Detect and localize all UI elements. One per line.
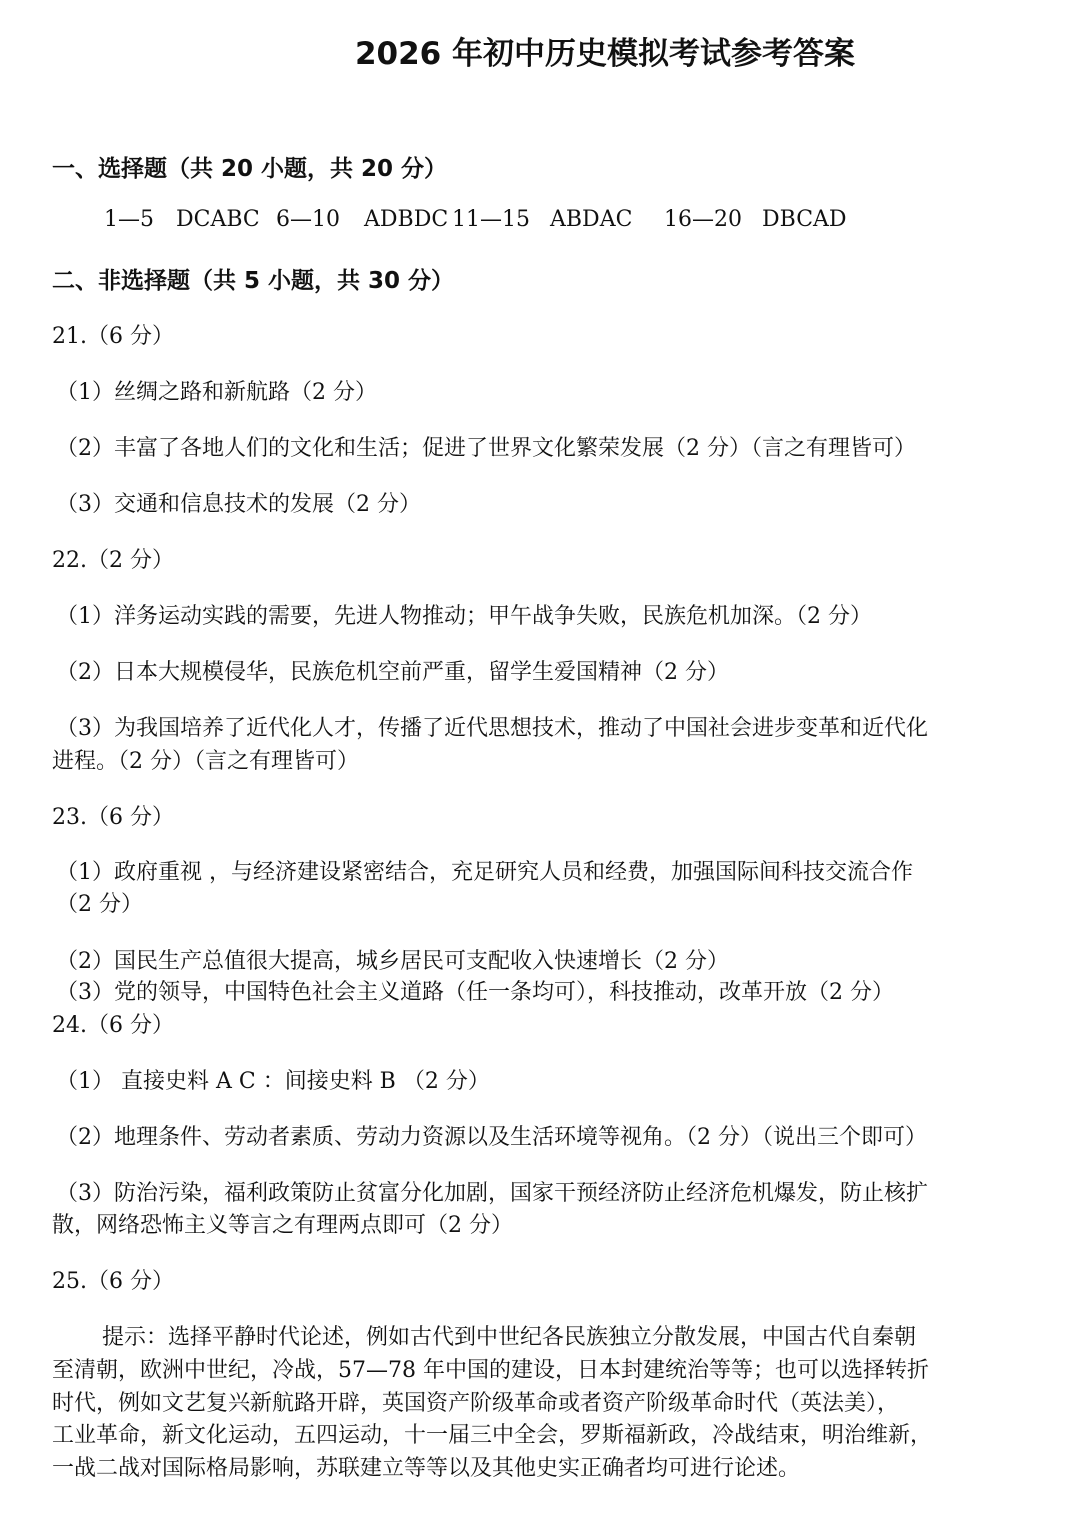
question-23-answer-1-line-1: （1）政府重视 ，与经济建设紧密结合，充足研究人员和经费，加强国际间科技交流合作 (56, 860, 913, 885)
answer-range-1: 1—5 (104, 207, 154, 232)
question-25-hint-line-1: 提示：选择平静时代论述，例如古代到中世纪各民族独立分散发展，中国古代自秦朝 (102, 1325, 917, 1350)
question-24-answer-2: （2）地理条件、劳动者素质、劳动力资源以及生活环境等视角。（2 分）（说出三个即可） (56, 1125, 927, 1150)
question-24-header: 24.（6 分） (52, 1013, 174, 1038)
question-24-answer-3-line-2: 散，网络恐怖主义等言之有理两点即可（2 分） (52, 1213, 513, 1238)
question-23-answer-2: （2）国民生产总值很大提高，城乡居民可支配收入快速增长（2 分） (56, 949, 729, 974)
section-heading-non-choice: 二、非选择题（共 5 小题，共 30 分） (52, 268, 455, 294)
question-22-answer-2: （2）日本大规模侵华，民族危机空前严重，留学生爱国精神（2 分） (56, 660, 729, 685)
question-22-answer-1: （1）洋务运动实践的需要，先进人物推动；甲午战争失败，民族危机加深。（2 分） (56, 604, 872, 629)
question-25-header: 25.（6 分） (52, 1269, 174, 1294)
question-25-hint-line-5: 一战二战对国际格局影响，苏联建立等等以及其他史实正确者均可进行论述。 (52, 1456, 801, 1481)
question-25-hint-line-4: 工业革命，新文化运动，五四运动，十一届三中全会，罗斯福新政，冷战结束，明治维新， (52, 1423, 933, 1448)
question-21-answer-3: （3）交通和信息技术的发展（2 分） (56, 492, 421, 517)
question-22-header: 22.（2 分） (52, 548, 174, 573)
question-23-header: 23.（6 分） (52, 805, 174, 830)
question-22-answer-3-line-2: 进程。（2 分）（言之有理皆可） (52, 749, 359, 774)
question-23-answer-3: （3）党的领导，中国特色社会主义道路（任一条均可），科技推动，改革开放（2 分） (56, 980, 894, 1005)
answer-keys-4: DBCAD (762, 207, 847, 232)
answer-keys-1: DCABC (176, 207, 260, 232)
question-21-header: 21.（6 分） (52, 324, 174, 349)
answer-keys-2: ADBDC (364, 207, 449, 232)
answer-range-4: 16—20 (664, 207, 742, 232)
question-22-answer-3-line-1: （3）为我国培养了近代化人才，传播了近代思想技术，推动了中国社会进步变革和近代化 (56, 716, 929, 741)
question-21-answer-1: （1）丝绸之路和新航路（2 分） (56, 380, 377, 405)
question-23-answer-1-line-2: （2 分） (56, 892, 143, 917)
answer-range-3: 11—15 (452, 207, 530, 232)
question-25-hint-line-3: 时代，例如文艺复兴新航路开辟，英国资产阶级革命或者资产阶级革命时代（英法美）， (52, 1391, 900, 1416)
question-24-answer-3-line-1: （3）防治污染，福利政策防止贫富分化加剧，国家干预经济防止经济危机爆发，防止核扩 (56, 1181, 929, 1206)
answer-keys-3: ABDAC (550, 207, 633, 232)
answer-range-2: 6—10 (276, 207, 340, 232)
section-heading-multiple-choice: 一、选择题（共 20 小题，共 20 分） (52, 156, 448, 182)
page-title: 2026 年初中历史模拟考试参考答案 (354, 36, 856, 72)
question-24-answer-1: （1） 直接史料 A C ：间接史料 B （2 分） (56, 1069, 490, 1094)
question-21-answer-2: （2）丰富了各地人们的文化和生活；促进了世界文化繁荣发展（2 分）（言之有理皆可） (56, 436, 916, 461)
question-25-hint-line-2: 至清朝，欧洲中世纪，冷战，57—78 年中国的建设，日本封建统治等等；也可以选择转折 (52, 1358, 929, 1383)
